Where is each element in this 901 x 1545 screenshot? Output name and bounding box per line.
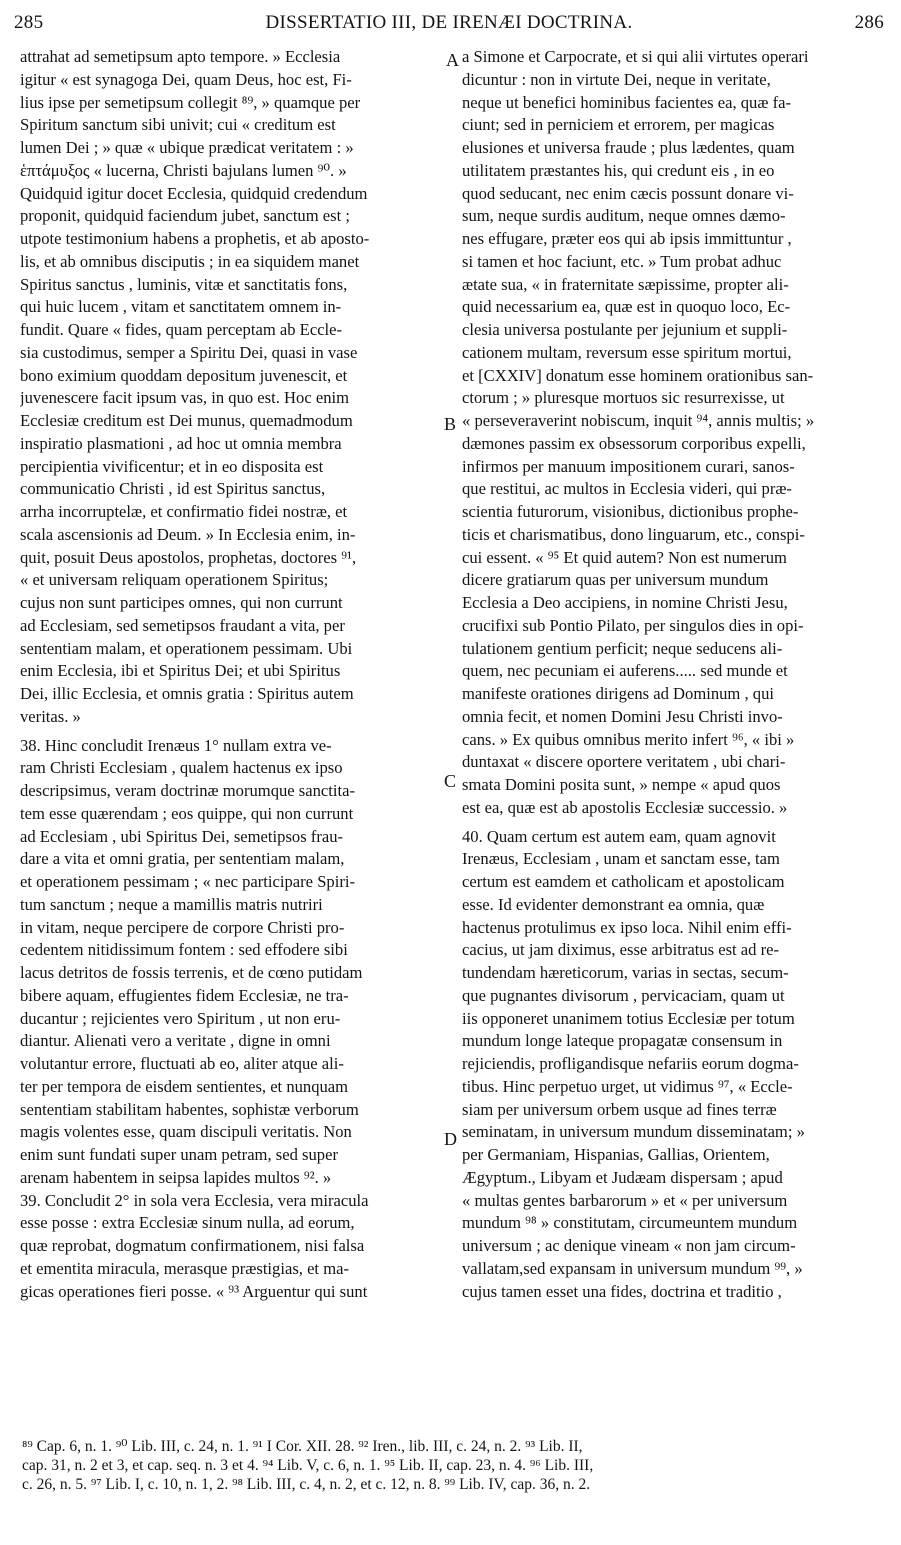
left-column-line: lacus detritos de fossis terrenis, et de cœno putidam [20, 963, 363, 982]
right-column-line: est ea, quæ est ab apostolis Ecclesiæ successio. » [462, 797, 788, 817]
right-column-line: universum ; ac denique vineam « non jam circum- [462, 1236, 796, 1255]
left-column-line: Ecclesiæ creditum est Dei munus, quemadmodum [20, 411, 353, 430]
right-column-line: que pugnantes divisorum , pervicaciam, quam ut [462, 985, 785, 1005]
footnote-line: cap. 31, n. 2 et 3, et cap. seq. n. 3 et 4. ⁹⁴ Lib. V, c. 6, n. 1. ⁹⁵ Lib. II, cap. 23, n. 4. ⁹⁶ Lib. III, [22, 1457, 594, 1474]
left-column-line: ad Ecclesiam , ubi Spiritus Dei, semetipsos frau- [20, 826, 344, 846]
left-column-line: tum sanctum ; neque a mamillis matris nutriri [20, 894, 323, 914]
right-column-line: tulationem gentium perficit; neque seducens ali- [462, 638, 783, 658]
right-column-line: cui essent. « ⁹⁵ Et quid autem? Non est numerum [462, 547, 787, 567]
right-column-line: esse. Id evidenter demonstrant ea omnia, quæ [462, 894, 765, 914]
left-column-line: cedentem nitidissimum fontem : sed effodere sibi [20, 940, 348, 960]
left-column-line: lis, et ab omnibus disciputis ; in ea siquidem manet [20, 251, 360, 271]
left-column-line: sententiam stabilitam habentes, sophistæ verborum [20, 1099, 359, 1119]
left-column-line: Dei, illic Ecclesia, et omnis gratia : Spiritus autem [20, 684, 354, 703]
right-column-line: « multas gentes barbarorum » et « per universum [462, 1190, 788, 1210]
left-column-line: ad Ecclesiam, sed semetipsos fraudant a vita, per [20, 615, 345, 635]
right-column-line: infirmos per manuum impositionem curari, sanos- [462, 456, 795, 476]
footnote-line: ⁸⁹ Cap. 6, n. 1. ⁹⁰ Lib. III, c. 24, n. 1. ⁹¹ I Cor. XII. 28. ⁹² Iren., lib. III, c. 24, n. 2. ⁹³ Lib. II, [22, 1438, 583, 1455]
left-column-line: Quidquid igitur docet Ecclesia, quidquid credendum [20, 183, 368, 203]
left-column-line: attrahat ad semetipsum apto tempore. » Ecclesia [20, 47, 341, 66]
left-column-line: utpote testimonium habens a prophetis, et ab aposto- [20, 229, 370, 248]
right-column-line: iis opponeret unanimem totius Ecclesiæ per totum [462, 1008, 795, 1028]
right-column-line: cacius, ut jam diximus, esse arbitratus est ad re- [462, 940, 780, 960]
right-column-line: quod seducant, nec enim cæcis possunt donare vi- [462, 183, 794, 203]
left-column-line: ter per tempora de eisdem sentientes, et nunquam [20, 1076, 349, 1096]
left-column-line: enim Ecclesia, ibi et Spiritus Dei; et ubi Spiritus [20, 661, 341, 681]
left-column-line: Spiritum sanctum sibi univit; cui « creditum est [20, 115, 336, 135]
left-column-line: dare a vita et omni gratia, per sententiam malam, [20, 849, 345, 869]
left-column-line: sia custodimus, semper a Spiritu Dei, quasi in vase [20, 342, 358, 362]
right-column-line: dæmones passim ex obsessorum corporibus expelli, [462, 433, 806, 453]
left-column-line: et ementita miracula, merasque præstigias, et ma- [20, 1258, 349, 1278]
page-number-right: 286 [854, 12, 884, 33]
left-column-line: diantur. Alienati vero a veritate , digne in omni [20, 1031, 331, 1051]
margin-marker-c: C [444, 771, 457, 791]
left-column-line: percipientia vivificentur; et in eo disposita est [20, 456, 324, 476]
left-column-line: descripsimus, veram doctrinæ morumque sanctita- [20, 781, 356, 800]
left-column-line: esse posse : extra Ecclesiæ sinum nulla, ad eorum, [20, 1213, 355, 1233]
left-column-line: volutantur errore, fluctuati ab eo, aliter atque ali- [20, 1054, 344, 1073]
left-column-line: « et universam reliquam operationem Spiritus; [20, 570, 329, 590]
page-header [14, 8, 884, 38]
left-column-line: qui huic lucem , vitam et sanctitatem omnem in- [20, 297, 342, 317]
right-column-line: duntaxat « discere oportere veritatem , ubi chari- [462, 752, 786, 772]
right-column-line: cans. » Ex quibus omnibus merito infert ⁹⁶, « ibi » [462, 729, 795, 749]
left-column-line: lius ipse per semetipsum collegit ⁸⁹, » quamque per [20, 92, 361, 112]
left-column-line: gicas operationes fieri posse. « ⁹³ Arguentur qui sunt [20, 1281, 368, 1301]
right-column-line: per Germaniam, Hispanias, Gallias, Orientem, [462, 1145, 770, 1164]
left-column-line: 38. Hinc concludit Irenæus 1° nullam extra ve- [20, 735, 332, 755]
right-column-line: a Simone et Carpocrate, et si qui alii virtutes operari [462, 47, 809, 66]
right-column-line: tundendam hæreticorum, varias in sectas, secum- [462, 963, 789, 982]
right-column-line: ticis et charismatibus, dono linguarum, etc., conspi- [462, 524, 805, 544]
page-number-left: 285 [14, 12, 44, 33]
left-column-line: communicatio Christi , id est Spiritus sanctus, [20, 479, 326, 499]
left-column-line: lumen Dei ; » quæ « ubique prædicat veritatem : » [20, 138, 354, 157]
left-column-line: in vitam, neque percipere de corpore Christi pro- [20, 917, 345, 937]
left-column-line: quit, posuit Deus apostolos, prophetas, doctores ⁹¹, [20, 547, 357, 567]
right-column-line: cujus tamen esset una fides, doctrina et traditio , [462, 1281, 782, 1301]
left-column-line: igitur « est synagoga Dei, quam Deus, hoc est, Fi- [20, 69, 352, 89]
left-column-line: fundit. Quare « fides, quam perceptam ab Eccle- [20, 320, 343, 339]
right-column-line: scientia futurorum, visionibus, dictionibus prophe- [462, 502, 799, 521]
right-column-line: sum, neque surdis auditum, neque omnes dæmo- [462, 206, 786, 226]
left-column-line: veritas. » [20, 706, 81, 726]
right-column-line: Ecclesia a Deo accipiens, in nomine Christi Jesu, [462, 593, 788, 612]
right-column-line: dicere gratiarum quas per universum mundum [462, 570, 769, 590]
right-column-line: seminatam, in universum mundum disseminatam; » [462, 1122, 805, 1142]
right-column-line: nes effugare, præter eos qui ab ipsis immittuntur , [462, 229, 792, 248]
right-column-line: vallatam,sed expansam in universum mundum ⁹⁹, » [462, 1258, 803, 1278]
footnote-line: c. 26, n. 5. ⁹⁷ Lib. I, c. 10, n. 1, 2. ⁹⁸ Lib. III, c. 4, n. 2, et c. 12, n. 8. ⁹⁹ Lib. IV, cap. 36, n. 2. [22, 1476, 591, 1493]
left-column-line: proponit, quidquid faciendum jubet, sanctum est ; [20, 206, 350, 226]
right-column [462, 46, 884, 1303]
right-column-line: clesia universa postulante per jejunium et suppli- [462, 320, 788, 339]
right-column-line: Irenæus, Ecclesiam , unam et sanctam esse, tam [462, 849, 780, 869]
right-column-line: 40. Quam certum est autem eam, quam agnovit [462, 826, 776, 846]
right-column-line: quid necessarium ea, quæ est in quoquo loco, Ec- [462, 297, 791, 317]
left-column-line: juvenescere facit ipsum vas, in quo est. Hoc enim [20, 388, 350, 408]
right-column-line: certum est eamdem et catholicam et apostolicam [462, 872, 785, 891]
right-column-line: elusiones et universa fraude ; plus lædentes, quam [462, 138, 795, 157]
left-column-line: ram Christi Ecclesiam , qualem hactenus ex ipso [20, 758, 343, 778]
right-column-line: et [CXXIV] donatum esse hominem orationibus san- [462, 365, 814, 385]
right-column-line: ctorum ; » pluresque mortuos sic resurrexisse, ut [462, 388, 785, 408]
right-column-line: crucifixi sub Pontio Pilato, per singulos dies in opi- [462, 615, 804, 635]
left-column-line: bibere aquam, effugientes fidem Ecclesiæ, ne tra- [20, 985, 349, 1005]
left-column-line: quæ reprobat, dogmatum confirmationem, nisi falsa [20, 1236, 365, 1255]
right-column-line: smata Domini posita sunt, » nempe « apud quos [462, 775, 781, 794]
right-column-line: tibus. Hinc perpetuo urget, ut vidimus ⁹⁷, « Eccle- [462, 1076, 793, 1096]
left-column-line: tem esse quærendam ; eos quippe, qui non currunt [20, 803, 354, 823]
left-column-line: inspiratio plasmationi , ad hoc ut omnia membra [20, 433, 342, 453]
right-column-line: « perseveraverint nobiscum, inquit ⁹⁴, annis multis; » [462, 411, 815, 430]
left-column-line: ἑπτάμυξος « lucerna, Christi bajulans lumen ⁹⁰. » [20, 160, 347, 180]
right-column-line: dicuntur : non in virtute Dei, neque in veritate, [462, 69, 771, 89]
footnotes [22, 1437, 884, 1494]
right-column-line: quem, nec pecuniam ei auferens..... sed munde et [462, 661, 788, 681]
left-column-line: scala ascensionis ad Deum. » In Ecclesia enim, in- [20, 524, 356, 544]
left-column [20, 46, 440, 1303]
left-column-line: ducantur ; rejicientes vero Spiritum , ut non eru- [20, 1008, 341, 1028]
right-column-line: ciunt; sed in perniciem et errorem, per magicas [462, 115, 775, 135]
right-column-line: siam per universum orbem usque ad fines terræ [462, 1099, 777, 1119]
left-column-line: Spiritus sanctus , luminis, vitæ et sanctitatis fons, [20, 274, 348, 294]
margin-marker-a: A [446, 50, 459, 70]
left-column-line: et operationem pessimam ; « nec participare Spiri- [20, 872, 355, 891]
left-column-line: arrha incorruptelæ, et confirmatio fidei nostræ, et [20, 502, 348, 521]
right-column-line: mundum longe lateque propagatæ consensum in [462, 1031, 783, 1051]
right-column-line: hactenus protulimus ex ipso loca. Nihil enim effi- [462, 917, 792, 937]
left-column-line: cujus non sunt participes omnes, qui non currunt [20, 593, 343, 612]
left-column-line: magis volentes esse, quam discipuli veritatis. Non [20, 1122, 352, 1142]
left-column-line: sententiam malam, et operationem pessimam. Ubi [20, 638, 353, 658]
left-column-line: bono eximium quoddam depositum juvenescit, et [20, 365, 348, 385]
right-column-line: ætate sua, « in fraternitate sæpissime, propter ali- [462, 274, 789, 294]
right-column-line: si tamen et hoc faciunt, etc. » Tum probat adhuc [462, 251, 782, 271]
left-column-line: 39. Concludit 2° in sola vera Ecclesia, vera miracula [20, 1190, 369, 1210]
right-column-line: neque ut benefici hominibus facientes ea, quæ fa- [462, 92, 791, 112]
right-column-line: manifeste orationes dirigens ad Dominum , qui [462, 684, 774, 703]
right-column-line: mundum ⁹⁸ » constitutam, circumeuntem mundum [462, 1213, 798, 1233]
right-column-line: cationem multam, reversum esse spiritum mortui, [462, 342, 792, 362]
margin-marker-d: D [444, 1129, 457, 1149]
right-column-line: Ægyptum., Libyam et Judæam dispersam ; apud [462, 1167, 783, 1187]
right-column-line: que restitui, ac multos in Ecclesia videri, qui præ- [462, 479, 792, 499]
right-column-line: omnia fecit, et nomen Domini Jesu Christi invo- [462, 706, 783, 726]
right-column-line: utilitatem præstantes his, qui credunt eis , in eo [462, 160, 775, 180]
left-column-line: enim sunt fundati super unam petram, sed super [20, 1145, 338, 1164]
running-title: DISSERTATIO III, DE IRENÆI DOCTRINA. [265, 12, 633, 33]
right-column-line: rejiciendis, profligandisque nefariis eorum dogma- [462, 1054, 799, 1073]
left-column-line: arenam habentem in seipsa lapides multos ⁹². » [20, 1167, 332, 1187]
margin-marker-b: B [444, 414, 457, 434]
